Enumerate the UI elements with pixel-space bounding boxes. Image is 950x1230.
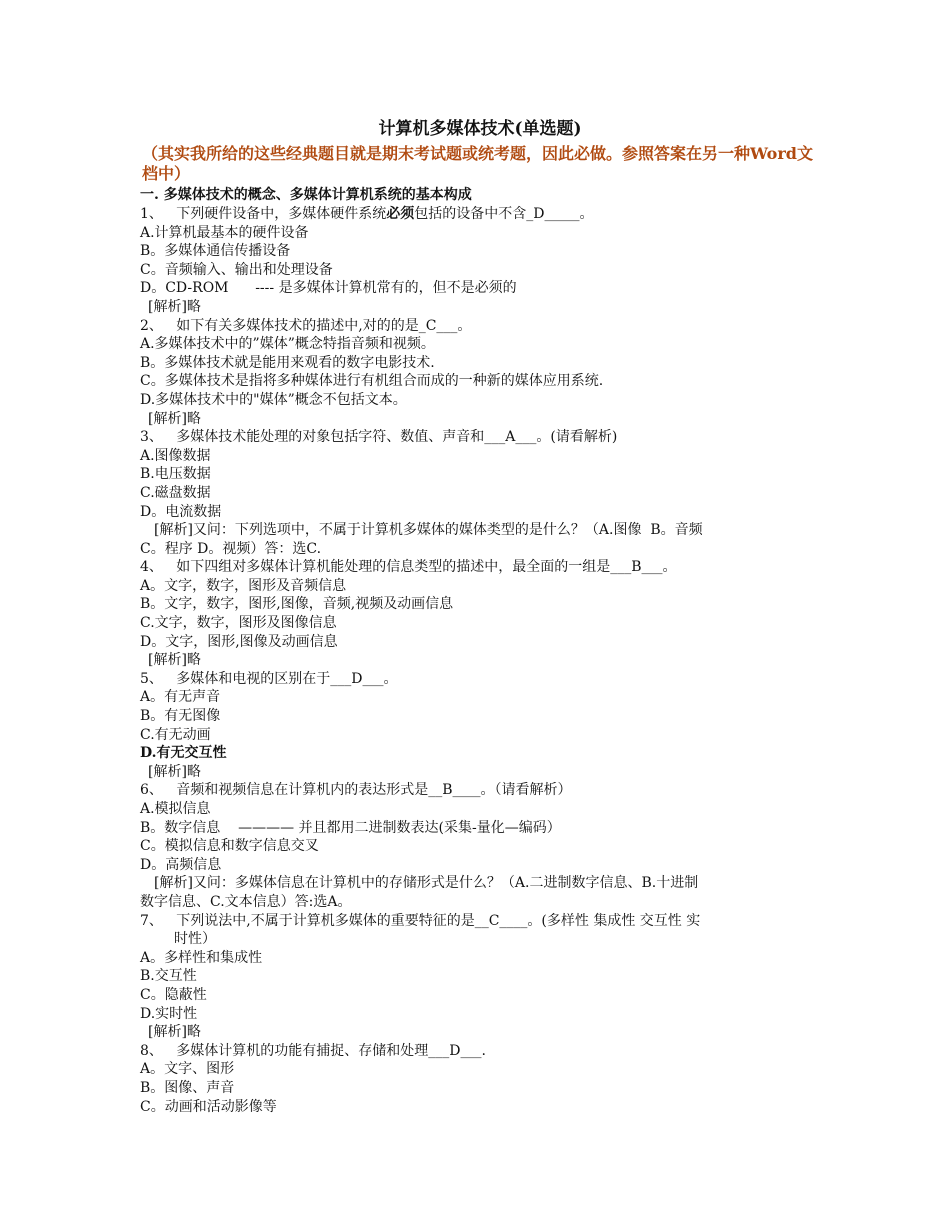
question-5-option-a: A。有无声音 (140, 689, 221, 706)
subtitle-note: （其实我所给的这些经典题目就是期末考试题或统考题，因此必做。参照答案在另一种Word文档中） (142, 144, 813, 183)
page-title: 计算机多媒体技术(单选题) (378, 119, 582, 139)
question-2-option-a: A.多媒体技术中的”媒体”概念特指音频和视频。 (140, 336, 435, 353)
question-4-analysis: [解析]略 (148, 652, 201, 669)
question-5-option-b: B。有无图像 (140, 708, 221, 725)
question-6-option-c: C。模拟信息和数字信息交叉 (140, 838, 319, 855)
question-1-option-b: B。多媒体通信传播设备 (140, 243, 291, 260)
question-2-analysis: [解析]略 (148, 410, 201, 427)
question-2-option-d: D.多媒体技术中的"媒体”概念不包括文本。 (140, 391, 407, 408)
question-1-option-d: D。CD-ROM ---- 是多媒体计算机常有的，但不是必须的 (140, 280, 517, 297)
question-1-option-c: C。音频输入、输出和处理设备 (140, 261, 333, 278)
question-3-stem: 3、 多媒体技术能处理的对象包括字符、数值、声音和___A___。(请看解析) (140, 429, 618, 446)
question-4-option-a: A。文字，数字，图形及音频信息 (140, 577, 347, 594)
question-3-option-d: D。电流数据 (140, 503, 222, 520)
question-4-stem: 4、 如下四组对多媒体计算机能处理的信息类型的描述中，最全面的一组是___B___。 (140, 559, 677, 576)
question-7-option-c: C。隐蔽性 (140, 986, 207, 1003)
question-7-analysis: [解析]略 (148, 1024, 201, 1041)
question-7-stem: 7、 下列说法中,不属于计算机多媒体的重要特征的是__C____。(多样性 集成性 交互性 实 (140, 912, 701, 929)
question-7-option-b: B.交互性 (140, 968, 197, 985)
question-5-option-c: C.有无动画 (140, 726, 211, 743)
document-page (140, 118, 820, 1116)
question-7-option-a: A。多样性和集成性 (140, 949, 263, 966)
question-1-analysis: [解析]略 (148, 298, 201, 315)
question-7-option-d: D.实时性 (140, 1005, 198, 1022)
question-1-stem-part: 1、 下列硬件设备中，多媒体硬件系统 (140, 206, 387, 222)
question-7-stem-cont: 时性） (174, 931, 216, 948)
question-2-option-b: B。多媒体技术就是能用来观看的数字电影技术. (140, 354, 435, 371)
question-3-option-c: C.磁盘数据 (140, 484, 211, 501)
question-1-option-a: A.计算机最基本的硬件设备 (140, 224, 309, 241)
question-8-option-c: C。动画和活动影像等 (140, 1098, 277, 1115)
question-4-option-c: C.文字，数字，图形及图像信息 (140, 615, 337, 632)
section-heading: 一. 多媒体技术的概念、多媒体计算机系统的基本构成 (140, 187, 472, 203)
question-1-stem-part: 包括的设备中不含_D_____。 (414, 206, 594, 222)
question-3-analysis: [解析]又问：下列选项中，不属于计算机多媒体的媒体类型的是什么？（A.图像 B。音频 (154, 522, 703, 539)
question-5-option-d-answer: D.有无交互性 (140, 745, 227, 762)
question-8-option-b: B。图像、声音 (140, 1079, 235, 1096)
question-6-option-b: B。数字信息 ———— 并且都用二进制数表达(采集-量化—编码） (140, 819, 561, 836)
question-6-stem: 6、 音频和视频信息在计算机内的表达形式是__B____。（请看解析） (140, 782, 572, 799)
question-6-analysis: [解析]又问：多媒体信息在计算机中的存储形式是什么？（A.二进制数字信息、B.十进制 (154, 875, 699, 892)
question-3-analysis-cont: C。程序 D。视频）答：选C. (140, 540, 322, 557)
question-4-option-d: D。文字，图形,图像及动画信息 (140, 633, 338, 650)
question-8-option-a: A。文字、图形 (140, 1061, 235, 1078)
question-3-option-b: B.电压数据 (140, 466, 211, 483)
question-4-option-b: B。文字，数字，图形,图像，音频,视频及动画信息 (140, 596, 454, 613)
question-6-option-a: A.模拟信息 (140, 801, 211, 817)
question-6-analysis-cont: 数字信息、C.文本信息）答:选A。 (140, 893, 352, 910)
question-2-stem: 2、 如下有关多媒体技术的描述中,对的的是_C___。 (140, 317, 472, 334)
question-2-option-c: C。多媒体技术是指将多种媒体进行有机组合而成的一种新的媒体应用系统. (140, 373, 604, 390)
question-5-analysis: [解析]略 (148, 763, 201, 780)
question-1-stem (140, 205, 820, 224)
question-3-option-a: A.图像数据 (140, 447, 211, 464)
question-6-option-d: D。高频信息 (140, 856, 222, 873)
question-8-stem: 8、 多媒体计算机的功能有捕捉、存储和处理___D___. (140, 1042, 486, 1059)
question-1-emphasis: 必须 (386, 206, 415, 222)
question-5-stem: 5、 多媒体和电视的区别在于___D___。 (140, 670, 398, 687)
